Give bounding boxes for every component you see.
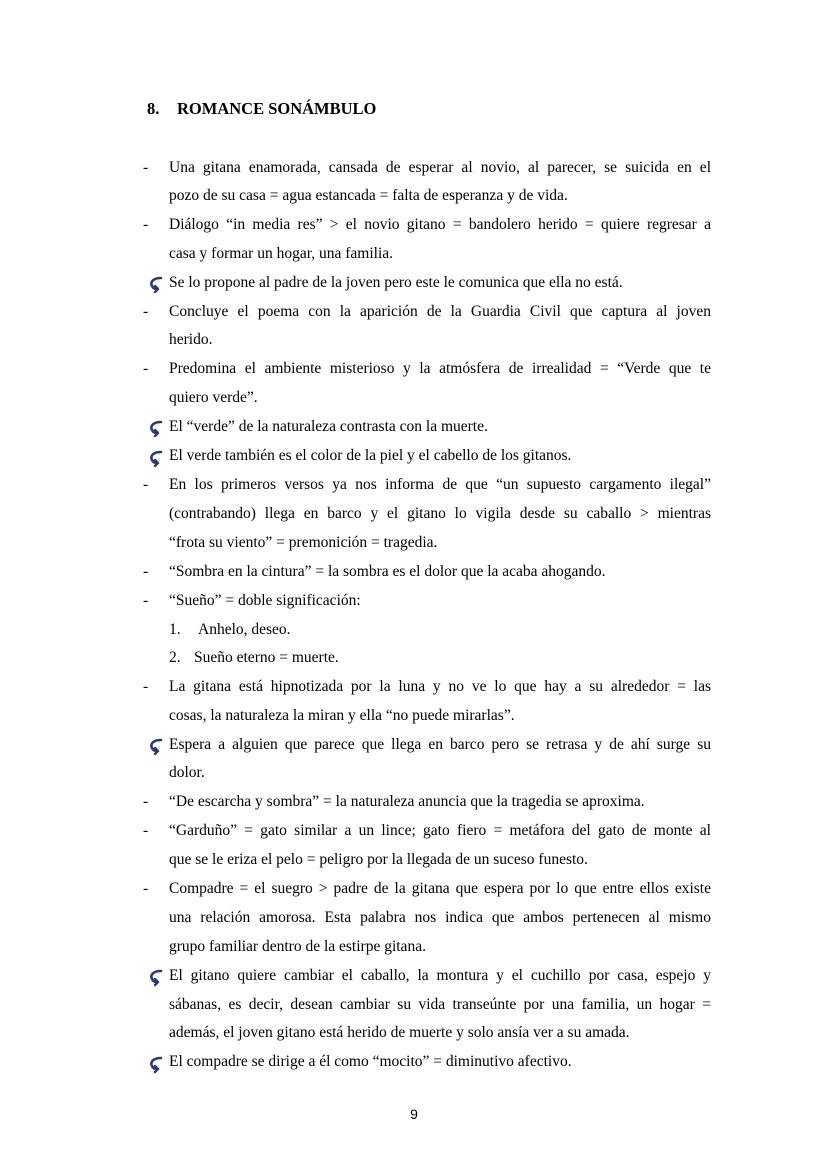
item-line: que se le eriza el pelo = peligro por la llegada de un suceso funesto. [169,851,588,868]
dash-marker: - [143,303,149,320]
item-line: (contrabando) llega en barco y el gitano lo vigila desde su caballo > mientras [169,505,711,522]
page-number: 9 [410,1106,418,1122]
curved-arrow-icon [147,736,167,756]
item-line: casa y formar un hogar, una familia. [169,245,394,262]
item-line: sábanas, es decir, desean cambiar su vida transeúnte por una familia, un hogar = [169,996,711,1013]
curved-arrow-icon [147,967,167,987]
dash-marker: - [143,216,149,233]
item-line: “frota su viento” = premonición = tragedia. [169,534,438,551]
item-line: grupo familiar dentro de la estirpe gitana. [169,938,426,955]
item-line: herido. [169,331,213,348]
item-line: “De escarcha y sombra” = la naturaleza anuncia que la tragedia se aproxima. [169,793,645,810]
dash-marker: - [143,592,149,609]
curved-arrow-icon [147,274,167,294]
dash-marker: - [143,678,149,695]
dash-marker: - [143,476,149,493]
item-line: además, el joven gitano está herido de muerte y solo ansía ver a su amada. [169,1024,630,1041]
item-line: Una gitana enamorada, cansada de esperar al novio, al parecer, se suicida en el [169,159,711,176]
item-line: Compadre = el suegro > padre de la gitana que espera por lo que entre ellos existe [169,880,711,897]
item-line: El gitano quiere cambiar el caballo, la montura y el cuchillo por casa, espejo y [169,967,711,984]
dash-marker: - [143,563,149,580]
subitem-number: 2. [169,649,181,666]
item-line: quiero verde”. [169,389,258,406]
curved-arrow-icon [147,1054,167,1074]
item-line: dolor. [169,764,205,781]
section-title: ROMANCE SONÁMBULO [177,99,377,118]
item-line: Concluye el poema con la aparición de la Guardia Civil que captura al joven [169,303,711,320]
item-line: Espera a alguien que parece que llega en barco pero se retrasa y de ahí surge su [169,736,711,753]
item-line: Predomina el ambiente misterioso y la atmósfera de irrealidad = “Verde que te [169,360,711,377]
subitem-text: Sueño eterno = muerte. [194,649,339,666]
dash-marker: - [143,822,149,839]
item-line: Diálogo “in media res” > el novio gitano = bandolero herido = quiere regresar a [169,216,711,233]
item-line: En los primeros versos ya nos informa de que “un supuesto cargamento ilegal” [169,476,711,493]
item-line: El “verde” de la naturaleza contrasta con la muerte. [169,418,488,435]
item-line: “Sueño” = doble significación: [169,592,361,609]
curved-arrow-icon [147,448,167,468]
section-number: 8. [147,99,160,118]
dash-marker: - [143,793,149,810]
item-line: Se lo propone al padre de la joven pero este le comunica que ella no está. [169,274,623,291]
dash-marker: - [143,159,149,176]
curved-arrow-icon [147,418,167,438]
dash-marker: - [143,880,149,897]
item-line: una relación amorosa. Esta palabra nos indica que ambos pertenecen al mismo [169,909,711,926]
item-line: La gitana está hipnotizada por la luna y no ve lo que hay a su alrededor = las [169,678,711,695]
item-line: El verde también es el color de la piel y el cabello de los gitanos. [169,447,572,464]
subitem-number: 1. [169,621,181,638]
section-heading [147,99,376,119]
item-line: cosas, la naturaleza la miran y ella “no puede mirarlas”. [169,707,515,724]
subitem-text: Anhelo, deseo. [198,621,291,638]
dash-marker: - [143,360,149,377]
item-line: “Sombra en la cintura” = la sombra es el dolor que la acaba ahogando. [169,563,606,580]
item-line: El compadre se dirige a él como “mocito” = diminutivo afectivo. [169,1053,572,1070]
item-line: pozo de su casa = agua estancada = falta de esperanza y de vida. [169,187,568,204]
item-line: “Garduño” = gato similar a un lince; gato fiero = metáfora del gato de monte al [169,822,711,839]
